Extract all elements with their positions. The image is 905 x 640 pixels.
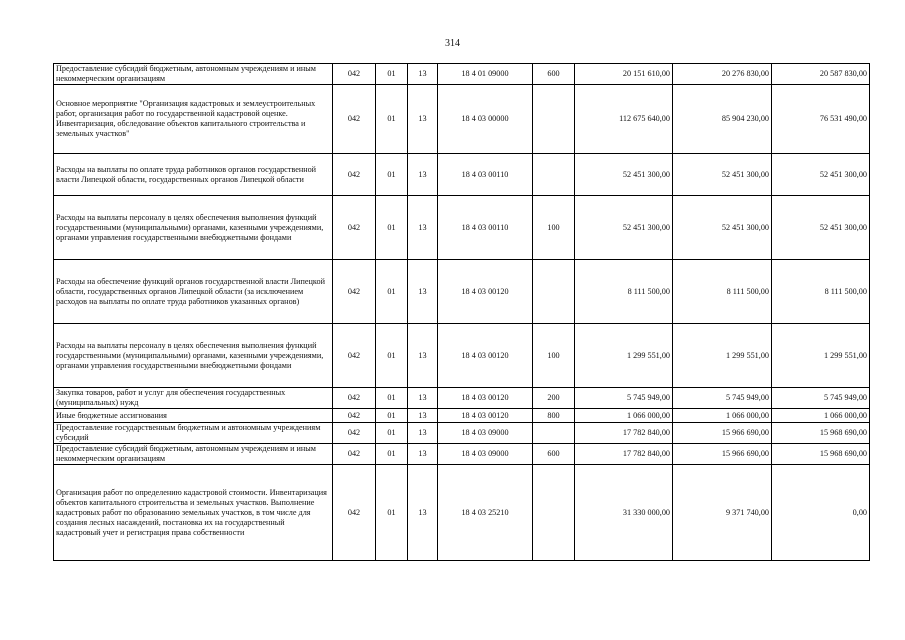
budget-item-name: Расходы на выплаты по оплате труда работников органов государственной власти Липецкой области, государственных органов Липецкой области — [54, 154, 333, 196]
amount-year-2: 85 904 230,00 — [673, 85, 772, 154]
table-row — [54, 409, 870, 423]
budget-item-name: Организация работ по определению кадастровой стоимости. Инвентаризация объектов капитального строительства и земельных участков. Выполнение кадастровых работ по образованию земельных участков, в том числе для создания лесных насаждений, постановка их на государственный кадастровый учет и регистрация права собственности — [54, 465, 333, 561]
target-item-code: 18 4 03 00110 — [438, 196, 533, 260]
ministry-code: 042 — [333, 324, 376, 388]
section-code: 01 — [376, 388, 408, 409]
amount-year-1: 1 066 000,00 — [575, 409, 673, 423]
target-item-code: 18 4 03 09000 — [438, 444, 533, 465]
section-code: 01 — [376, 154, 408, 196]
subsection-code: 13 — [408, 388, 438, 409]
table-row — [54, 423, 870, 444]
table-row — [54, 154, 870, 196]
amount-year-1: 31 330 000,00 — [575, 465, 673, 561]
table-body — [54, 64, 870, 561]
ministry-code: 042 — [333, 154, 376, 196]
table-row — [54, 465, 870, 561]
table-row — [54, 64, 870, 85]
amount-year-1: 8 111 500,00 — [575, 260, 673, 324]
subsection-code: 13 — [408, 196, 438, 260]
amount-year-1: 1 299 551,00 — [575, 324, 673, 388]
amount-year-3: 52 451 300,00 — [772, 154, 870, 196]
target-item-code: 18 4 03 00000 — [438, 85, 533, 154]
ministry-code: 042 — [333, 260, 376, 324]
amount-year-3: 15 968 690,00 — [772, 444, 870, 465]
amount-year-3: 5 745 949,00 — [772, 388, 870, 409]
amount-year-3: 1 066 000,00 — [772, 409, 870, 423]
ministry-code: 042 — [333, 388, 376, 409]
table-row — [54, 260, 870, 324]
expense-type-code: 100 — [533, 324, 575, 388]
budget-item-name: Предоставление субсидий бюджетным, автономным учреждениям и иным некоммерческим организациям — [54, 64, 333, 85]
subsection-code: 13 — [408, 423, 438, 444]
amount-year-2: 8 111 500,00 — [673, 260, 772, 324]
section-code: 01 — [376, 324, 408, 388]
subsection-code: 13 — [408, 444, 438, 465]
target-item-code: 18 4 03 00110 — [438, 154, 533, 196]
section-code: 01 — [376, 85, 408, 154]
target-item-code: 18 4 03 00120 — [438, 409, 533, 423]
ministry-code: 042 — [333, 196, 376, 260]
amount-year-3: 15 968 690,00 — [772, 423, 870, 444]
budget-item-name: Расходы на выплаты персоналу в целях обеспечения выполнения функций государственными (муниципальными) органами, казенными учреждениями, органами управления государственными внебюджетными фондами — [54, 196, 333, 260]
target-item-code: 18 4 03 00120 — [438, 388, 533, 409]
page-number: 314 — [445, 38, 460, 49]
ministry-code: 042 — [333, 409, 376, 423]
table-row — [54, 388, 870, 409]
section-code: 01 — [376, 260, 408, 324]
section-code: 01 — [376, 465, 408, 561]
ministry-code: 042 — [333, 64, 376, 85]
subsection-code: 13 — [408, 154, 438, 196]
expense-type-code — [533, 154, 575, 196]
subsection-code: 13 — [408, 64, 438, 85]
amount-year-1: 52 451 300,00 — [575, 196, 673, 260]
budget-item-name: Предоставление субсидий бюджетным, автономным учреждениям и иным некоммерческим организациям — [54, 444, 333, 465]
amount-year-1: 17 782 840,00 — [575, 444, 673, 465]
budget-item-name: Расходы на обеспечение функций органов государственной власти Липецкой области, государственных органов Липецкой области (за исключением расходов на выплаты по оплате труда работников указанных органов) — [54, 260, 333, 324]
expense-type-code: 200 — [533, 388, 575, 409]
subsection-code: 13 — [408, 465, 438, 561]
amount-year-1: 52 451 300,00 — [575, 154, 673, 196]
target-item-code: 18 4 03 00120 — [438, 260, 533, 324]
amount-year-2: 5 745 949,00 — [673, 388, 772, 409]
expense-type-code: 100 — [533, 196, 575, 260]
amount-year-2: 1 066 000,00 — [673, 409, 772, 423]
budget-table — [53, 63, 870, 561]
target-item-code: 18 4 03 25210 — [438, 465, 533, 561]
table-row — [54, 196, 870, 260]
amount-year-3: 20 587 830,00 — [772, 64, 870, 85]
expense-type-code — [533, 423, 575, 444]
amount-year-3: 76 531 490,00 — [772, 85, 870, 154]
section-code: 01 — [376, 423, 408, 444]
table-row — [54, 324, 870, 388]
subsection-code: 13 — [408, 324, 438, 388]
expense-type-code: 600 — [533, 444, 575, 465]
table-row — [54, 444, 870, 465]
section-code: 01 — [376, 444, 408, 465]
amount-year-2: 9 371 740,00 — [673, 465, 772, 561]
amount-year-3: 52 451 300,00 — [772, 196, 870, 260]
budget-item-name: Иные бюджетные ассигнования — [54, 409, 333, 423]
budget-item-name: Закупка товаров, работ и услуг для обеспечения государственных (муниципальных) нужд — [54, 388, 333, 409]
target-item-code: 18 4 03 09000 — [438, 423, 533, 444]
amount-year-2: 20 276 830,00 — [673, 64, 772, 85]
section-code: 01 — [376, 409, 408, 423]
budget-item-name: Расходы на выплаты персоналу в целях обеспечения выполнения функций государственными (муниципальными) органами, казенными учреждениями, органами управления государственными внебюджетными фондами — [54, 324, 333, 388]
budget-item-name: Предоставление государственным бюджетным и автономным учреждениям субсидий — [54, 423, 333, 444]
expense-type-code: 600 — [533, 64, 575, 85]
ministry-code: 042 — [333, 85, 376, 154]
amount-year-1: 112 675 640,00 — [575, 85, 673, 154]
amount-year-2: 52 451 300,00 — [673, 196, 772, 260]
table-row — [54, 85, 870, 154]
target-item-code: 18 4 03 00120 — [438, 324, 533, 388]
amount-year-1: 5 745 949,00 — [575, 388, 673, 409]
amount-year-2: 15 966 690,00 — [673, 423, 772, 444]
amount-year-3: 0,00 — [772, 465, 870, 561]
amount-year-2: 15 966 690,00 — [673, 444, 772, 465]
amount-year-3: 1 299 551,00 — [772, 324, 870, 388]
expense-type-code — [533, 465, 575, 561]
amount-year-3: 8 111 500,00 — [772, 260, 870, 324]
expense-type-code: 800 — [533, 409, 575, 423]
subsection-code: 13 — [408, 85, 438, 154]
subsection-code: 13 — [408, 409, 438, 423]
ministry-code: 042 — [333, 444, 376, 465]
target-item-code: 18 4 01 09000 — [438, 64, 533, 85]
amount-year-2: 52 451 300,00 — [673, 154, 772, 196]
amount-year-1: 17 782 840,00 — [575, 423, 673, 444]
amount-year-1: 20 151 610,00 — [575, 64, 673, 85]
budget-item-name: Основное мероприятие "Организация кадастровых и землеустроительных работ, организация работ по государственной кадастровой оценке. Инвентаризация, обследование объектов капитального строительства и земельных участков" — [54, 85, 333, 154]
amount-year-2: 1 299 551,00 — [673, 324, 772, 388]
ministry-code: 042 — [333, 465, 376, 561]
section-code: 01 — [376, 196, 408, 260]
ministry-code: 042 — [333, 423, 376, 444]
expense-type-code — [533, 85, 575, 154]
section-code: 01 — [376, 64, 408, 85]
expense-type-code — [533, 260, 575, 324]
subsection-code: 13 — [408, 260, 438, 324]
